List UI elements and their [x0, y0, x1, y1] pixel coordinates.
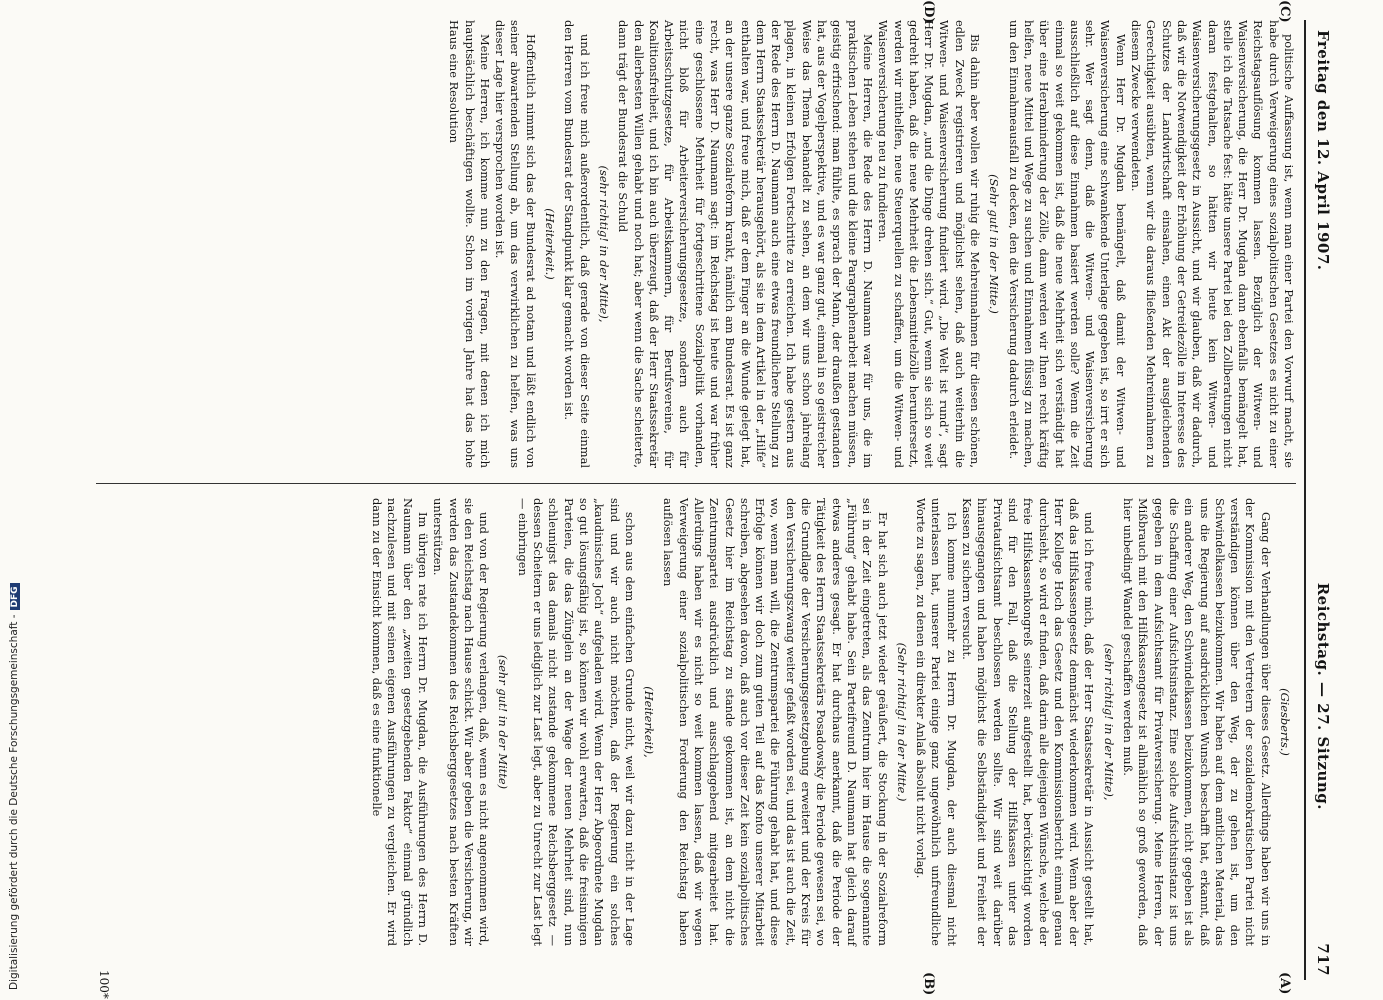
paragraph: Im übrigen rate ich Herrn Dr. Mugdan, die Ausführungen des Herrn D. Naumann über den „zweiten gesetzgebenden Faktor“ einmal gründlich nachzulesen und mit seinen eigenen Ausführungen zu vergleichen. Er wird dann zu der Einsicht kommen, daß es eine funktionelle — [370, 498, 430, 946]
text-column-left — [106, 498, 1296, 946]
paragraph: und von der Regierung verlangen, daß, wenn es nicht angenommen wird, sie den Reichstag nach Hause schickt. Wir aber geben die Versicherung, wir werden das Zustandekommen des Reichsberggesetzes nach besten Kräften unterstützen. — [431, 498, 492, 946]
footer-mark: 100* — [97, 970, 111, 999]
dfg-logo: DFG — [10, 583, 20, 610]
paragraph: Bis dahin aber wollen wir ruhig die Mehreinnahmen für diesen schönen, edlen Zweck registrieren und möglichst sehen, daß auch weiterhin die Witwen- und Waisenversicherung fundiert wird. „Die Welt ist rund“, sagt Herr Dr. Mugdan, „und die Dinge drehen sich.“ Gut, wenn sie sich so weit gedreht haben, daß die neue Mehrheit die Lebensmittelzölle heruntersetzt, werden wir mithelfen, neue Steuerquellen zu schaffen, um die Witwen- und Waisenversicherung neu zu fundieren. — [876, 20, 983, 468]
interjection: (sehr richtig! in der Mitte), — [1101, 643, 1116, 801]
interjection: (Heiterkeit.) — [543, 208, 558, 280]
paragraph: Meine Herren, ich komme nun zu den Fragen, mit denen ich mich hauptsächlich beschäftigen wollte. Schon im vorigen Jahre hat das hohe Haus eine Resolution — [447, 20, 492, 468]
margin-marker-d: (B) — [921, 972, 936, 996]
interjection: (Sehr richtig! in der Mitte.) — [894, 642, 909, 802]
paragraph: Gang der Verhandlungen über dieses Gesetz. Allerdings haben wir uns in der Kommission mit den Vertretern der sozialdemokratischen Partei nicht verständigen können über den Weg, der zu gehen ist, um den Schwindelkassen beizukommen. Wir haben auf dem amtlichen Material, das uns die Regierung auf ausdrücklichen Wunsch beschafft hat, erkannt, daß ein anderer Weg, den Schwindelkassen beizukommen, nicht gegeben ist als die Schaffung einer Aufsichtsinstanz. Eine solche Aufsichtsinstanz ist uns gegeben in dem Aufsichtsamt für Privatversicherung. Meine Herren, der Mißbrauch mit den Hilfskassengesetz ist allmählich so groß geworden, daß hier unbedingt Wandel geschaffen werden muß. — [1121, 498, 1273, 946]
paragraph: und ich freue mich außerordentlich, daß gerade von dieser Seite einmal den Herren vom Bundesrat der Standpunkt klar gemacht worden ist. — [562, 20, 592, 468]
interjection: (Giesberts.) — [1278, 688, 1292, 756]
interjection: (Heiterkeit), — [642, 686, 657, 758]
paragraph: Hoffentlich nimmt sich das der Bundesrat ad notam und läßt endlich von seiner abwartenden Stellung ab, um das verwirklichen zu helfen, was uns dieser Lage hier versprochen worden ist. — [493, 20, 538, 468]
margin-marker-a: (C) — [1277, 0, 1292, 23]
paragraph: Wenn Herr Dr. Mugdan bemängelt, daß damit der Witwen- und Waisenversicherung eine schwankende Unterlage gegeben ist, so irrt er sich sehr. Wer sagt denn, daß die Witwen- und Waisenversicherung ausschließlich auf diese Einnahmen basiert werden solle? Wenn die Zeit einmal so weit gekommen ist, daß die neue Mehrheit sich verständigt hat über eine Herabminderung der Zölle, dann werden wir Ihnen recht kräftig helfen, neue Mittel und Wege zu suchen und Einnahmen flüssig zu machen, um den Einnahmeausfall zu decken, den die Versicherung dadurch erleidet. — [1006, 20, 1128, 468]
column-divider — [96, 483, 1296, 484]
digitization-credit — [8, 583, 20, 990]
interjection: (sehr gut! in der Mitte) — [496, 654, 511, 790]
text-column-right — [106, 20, 1296, 468]
paragraph: Meine Herren, die Rede des Herrn D. Naumann war für uns, die im praktischen Leben stehen und die kleine Paragraphenarbeit machen müssen, geistig erfrischend: man fühlte, es sprach der Mann, der draußen gestanden hat, aus der Vogelperspektive, und es war ganz gut, einmal in so geistreicher Weise das Thema behandelt zu sehen, an dem wir uns schon jahrelang plagen, in kleinen Erfolgen Fortschritte zu erreichen. Ich habe gestern aus der Rede des Herrn D. Naumann auch eine etwas freundlichere Stellung zu dem Herrn Staatssekretär herausgehört, als sie in dem Artikel in der „Hilfe“ enthalten war, und freue mich, daß er dem Finger an die Wunde gelegt hat, an der unsere ganze Sozialreform krankt, nämlich am Bundesrat. Es ist ganz recht, was Herr D. Naumann sagt: im Reichstag ist heute und war früher eine geschlossene Mehrheit für fortgeschrittene Sozialpolitik vorhanden, nicht bloß für Arbeiterversicherungsgesetze, sondern auch für Arbeitsschutzgesetze, für Arbeitskammern, für Berufsvereine, für Koalitionsfreiheit, und ich bin auch überzeugt, daß der Herr Staatssekretär den allerbesten Willen gehabt und noch hat; aber wenn die Sache scheiterte, dann trägt der Bundesrat die Schuld — [616, 20, 875, 468]
header-rule — [1304, 20, 1306, 980]
header-session: Reichstag. — 27. Sitzung. — [1314, 582, 1332, 810]
page-header — [1306, 20, 1336, 980]
interjection: (sehr richtig! in der Mitte), — [596, 165, 611, 323]
paragraph: schon aus dem einfachen Grunde nicht, weil wir dazu nicht in der Lage sind und wir auch nicht möchten, daß der Regierung ein solches „kaudinisches Joch“ aufgeladen wird. Wenn der Herr Abgeordnete Mugdan so gut lösungsfähig ist, so können wir wohl erwarten, daß die freisinnigen Parteien, die das Zünglein an der Wage der neuen Mehrheit sind, nun schleunigst das damals nicht zustande gekommene Reichsberggesetz — dessen Scheitern er uns lediglich zur Last legt, aber zu Unrecht zur Last legt — einbringen — [515, 498, 637, 946]
rotated-content — [71, 0, 1336, 999]
interjection: (Sehr gut! in der Mitte.) — [987, 174, 1002, 314]
paragraph: Ich komme nunmehr zu Herrn Dr. Mugdan, der auch diesmal nicht unterlassen hat, unserer Partei einige ganz ungewöhnlich unfreundliche Worte zu sagen, zu denen ein direkter Anlaß absolut nicht vorlag. — [914, 498, 959, 946]
page-number: 717 — [1314, 943, 1332, 976]
credit-text: Digitalisierung gefördert durch die Deutsche Forschungsgemeinschaft - — [8, 614, 20, 990]
header-date: Freitag den 12. April 1907. — [1314, 30, 1332, 271]
margin-marker-b: (D) — [921, 0, 936, 24]
paragraph: politische Auffassung ist, wenn man einer Partei den Vorwurf macht, sie habe durch Verweigerung eines sozialpolitischen Gesetzes es nicht zu einer Reichstagsauflösung kommen lassen. Bezüglich der Witwen- und Waisenversicherung, die Herr Dr. Mugdan dann ebenfalls bemängelt hat, stelle ich die Tatsache fest: hätte unsere Partei bei den Zollberatungen nicht daran festgehalten, so hätten wir heute kein Witwen- und Waisenversicherungsgesetz in Aussicht, und wir glauben, daß wir dadurch, daß wir die Notwendigkeit der Erhöhung der Getreidezölle im Interesse des Schutzes der Landwirtschaft einsahen, einen Akt der ausgleichenden Gerechtigkeit ausübten, wenn wir die daraus fließenden Mehreinnahmen zu diesem Zwecke verwendeten. — [1129, 20, 1296, 468]
paragraph: und ich freue mich, daß der Herr Staatssekretär in Aussicht gestellt hat, daß das Hilfskassengesetz demnächst wiederkommen wird. Wenn aber der Herr Kollege Hoch das Gesetz und den Kommissionsbericht einmal genau durchsieht, so wird er finden, daß darin alle diejenigen Wünsche, welche der freie Hilfskassenkongreß seinerzeit aufgestellt hat, berücksichtigt worden sind für den Fall, daß die Stellung der Hilfskassen unter das Privataufsichtsamt beschlossen werden sollte. Wir sind weit darüber hinausgegangen und haben möglichst die Selbständigkeit und Freiheit der Kassen zu sichern versucht. — [960, 498, 1097, 946]
margin-marker-c: (A) — [1277, 972, 1292, 995]
paragraph: Er hat sich auch jetzt wieder geäußert, die Stockung in der Sozialreform sei in der Zeit eingetreten, als das Zentrum hier im Hause die sogenannte „Führung“ gehabt habe. Sein Parteifreund D. Naumann hat gleich darauf etwas anderes gesagt. Er hat durchaus anerkannt, daß die Periode der Tätigkeit des Herrn Staatssekretärs Posadowsky die Periode gewesen sei, wo die Grundlage der Versicherungsgesetzgebung erweitert und der Kreis für den Versicherungszwang weiter gefaßt worden sei, und das ist auch die Zeit, wo, wenn man will, die Zentrumspartei die Führung gehabt hat, und diese Erfolge können wir doch zum guten Teil auf das Konto unserer Mitarbeit schreiben, abgesehen davon, daß auch vor dieser Zeit kein sozialpolitisches Gesetz hier im Reichstag zu stande gekommen ist, an dem nicht die Zentrumspartei ausdrücklich und ausschlaggebend mitgearbeitet hat. Allerdings haben wir es nicht so weit kommen lassen, daß wir wegen Verweigerung einer sozialpolitischen Forderung den Reichstag haben auflösen lassen — [661, 498, 890, 946]
